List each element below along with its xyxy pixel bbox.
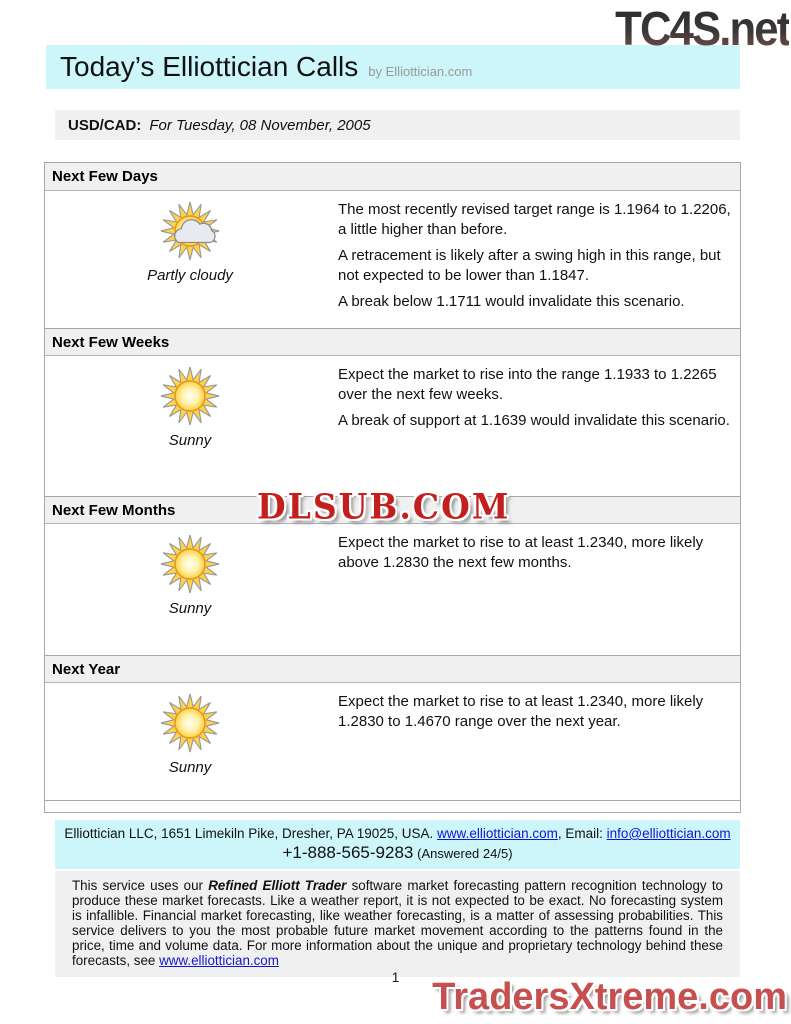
email-link[interactable]: info@elliottician.com (606, 826, 731, 841)
section-body-next-few-days (45, 191, 740, 328)
section-body-next-few-months (45, 524, 740, 655)
weather-caption: Partly cloudy (147, 267, 233, 284)
disclaimer-product-name: Refined Elliott Trader (208, 878, 347, 893)
disclaimer-text: software market forecasting pattern recognition technology to produce these market forecasts. Like a weather report, it is not expected to be exact. No forecasting system is infallible. Financial market forecasting, like weather forecasting, is a matter of assessing probabilities. This service delivers to you the most probable future market movement according to the patterns found in the price, time and volume data. For more information about the unique and proprietary technology behind these forecasts, see (72, 878, 724, 968)
byline: by Elliottician.com (368, 63, 473, 79)
contact-block (55, 820, 740, 869)
phone-line (55, 843, 740, 863)
contact-email-label: , Email: (557, 826, 607, 841)
forecast-paragraph: Expect the market to rise to at least 1.2340, more likely above 1.2830 the next few months. (338, 534, 704, 571)
sunny-icon (159, 365, 221, 427)
contact-line (55, 826, 740, 841)
page-number: 1 (391, 969, 400, 985)
forecast-paragraph: A break of support at 1.1639 would invalidate this scenario. (338, 412, 730, 429)
table-footer-spacer (45, 800, 740, 812)
forecast-text (335, 683, 740, 800)
forecast-paragraph: A retracement is likely after a swing high in this range, but not expected to be lower than 1.1847. (338, 247, 721, 284)
section-header-next-few-weeks: Next Few Weeks (45, 328, 740, 356)
forecast-text (335, 191, 740, 328)
sunny-icon (159, 533, 221, 595)
forecast-text (335, 524, 740, 655)
section-body-next-year (45, 683, 740, 800)
contact-address: Elliottician LLC, 1651 Limekiln Pike, Dresher, PA 19025, USA. (64, 826, 438, 841)
tc4s-watermark-logo: TC4S.net (614, 1, 789, 56)
website-link[interactable]: www.elliottician.com (437, 826, 558, 841)
forecast-text (335, 356, 740, 496)
partly-cloudy-icon (159, 200, 221, 262)
forecast-paragraph: Expect the market to rise to at least 1.2340, more likely 1.2830 to 1.4670 range over the next year. (338, 693, 704, 730)
forecast-paragraph: Expect the market to rise into the range 1.1933 to 1.2265 over the next few weeks. (338, 366, 717, 403)
forecast-paragraph: A break below 1.1711 would invalidate this scenario. (338, 293, 685, 310)
forecast-date: For Tuesday, 08 November, 2005 (149, 116, 371, 134)
dlsub-watermark-logo: DLSUB.COM (257, 486, 511, 527)
section-header-next-year: Next Year (45, 655, 740, 683)
disclaimer-website-link[interactable]: www.elliottician.com (159, 953, 279, 968)
phone-note: (Answered 24/5) (417, 846, 513, 861)
weather-caption: Sunny (168, 759, 212, 776)
page-title: Today’s Elliottician Calls (60, 51, 359, 82)
section-body-next-few-weeks (45, 356, 740, 496)
section-header-next-few-days: Next Few Days (45, 163, 740, 191)
weather-caption: Sunny (168, 600, 212, 617)
currency-pair-label: USD/CAD: (68, 116, 142, 134)
sunny-icon (159, 692, 221, 754)
weather-caption: Sunny (168, 432, 212, 449)
phone-number: +1-888-565-9283 (282, 843, 414, 862)
disclaimer-block (55, 871, 740, 977)
disclaimer-text: This service uses our (72, 878, 209, 893)
forecast-paragraph: The most recently revised target range is 1.1964 to 1.2206, a little higher than before. (338, 201, 731, 238)
currency-pair-bar (55, 110, 740, 140)
tradersxtreme-watermark-logo: TradersXtreme.com (432, 976, 787, 1018)
section-header-next-few-months: Next Few Months (45, 496, 740, 524)
